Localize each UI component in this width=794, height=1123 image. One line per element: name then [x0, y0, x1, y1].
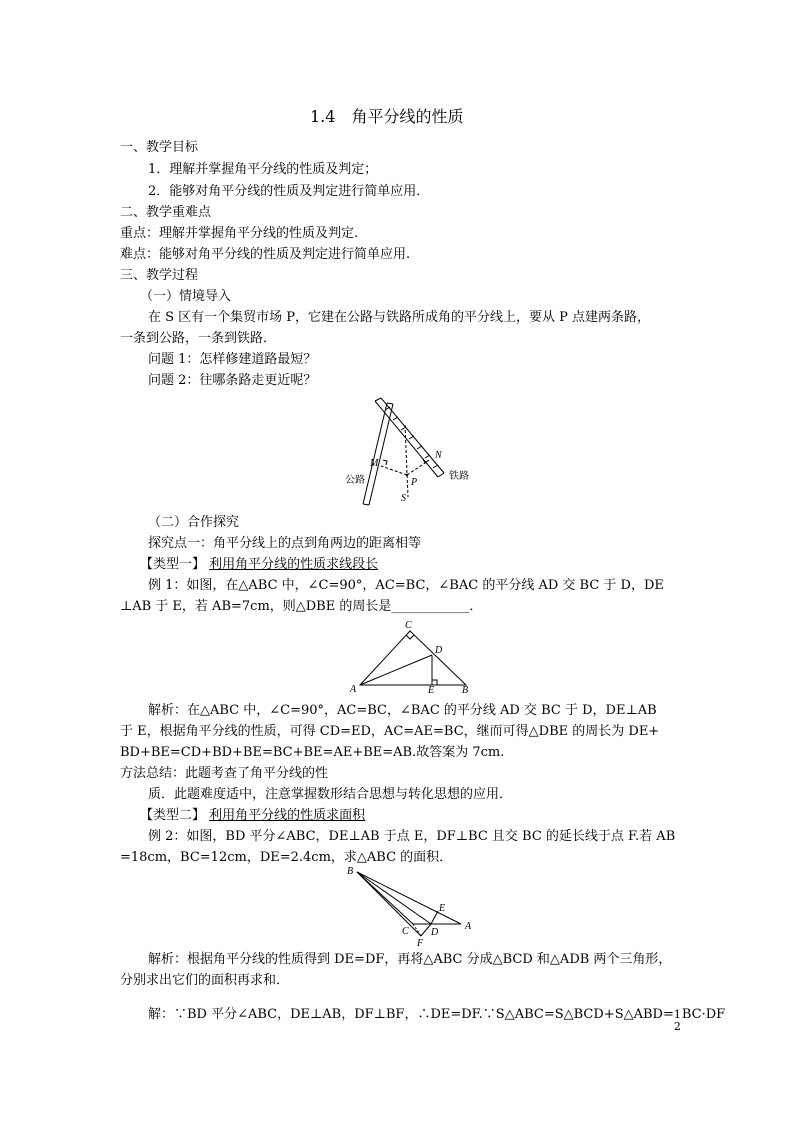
solution-1-line-2: 于 E，根据角平分线的性质，可得 CD=ED，AC=AE=BC，继而可得△DBE 的周长为 DE+ [120, 724, 660, 739]
fig3-label-E: E [439, 903, 446, 914]
solution-2-line-2: 分别求出它们的面积再求和． [120, 973, 290, 988]
difficult-point: 难点：能够对角平分线的性质及判定进行简单应用. [120, 247, 411, 262]
type-1-tag: 【类型一】 [140, 557, 206, 572]
fig1-label-road: 公路 [345, 475, 365, 486]
figure-triangle-abc [350, 618, 480, 696]
part-explore-heading: （二）合作探究 [148, 515, 240, 530]
part-intro-heading: （一）情境导入 [140, 289, 232, 304]
section-heading-process: 三、教学过程 [120, 268, 199, 283]
solution-1-line-1: 解析：在△ABC 中，∠C=90°，AC=BC，∠BAC 的平分线 AD 交 BC 于 D，DE⊥AB [148, 703, 657, 718]
solution-2-tail: BC·DF [681, 1007, 726, 1022]
fig2-label-D: D [435, 645, 443, 656]
fig2-label-C: C [405, 620, 412, 631]
fig3-label-F: F [417, 938, 424, 949]
type-1-title: 利用角平分线的性质求线段长 [209, 557, 379, 572]
objective-item-1: 1．理解并掌握角平分线的性质及判定； [148, 162, 378, 177]
explore-point-1: 探究点一：角平分线上的点到角两边的距离相等 [148, 536, 422, 551]
fig3-label-B: B [347, 866, 354, 877]
fig2-label-B: B [462, 685, 469, 696]
fig1-label-P: P [411, 477, 418, 488]
type-2-title: 利用角平分线的性质求面积 [209, 808, 366, 823]
fig1-label-rail: 铁路 [449, 471, 469, 482]
fig1-label-M: M [370, 458, 379, 469]
section-heading-keypoints: 二、教学重难点 [120, 205, 212, 220]
example-1-line-1: 例 1：如图，在△ABC 中，∠C=90°，AC=BC，∠BAC 的平分线 AD 交 BC 于 D，DE [148, 578, 664, 593]
type-2-tag: 【类型二】 [140, 808, 206, 823]
fraction-denominator: 2 [673, 1020, 681, 1033]
figure-triangle-bisector [345, 864, 485, 949]
fig3-label-D: D [431, 927, 439, 938]
type-2-heading [140, 807, 365, 825]
page-title: 1.4 角平分线的性质 [310, 107, 464, 126]
fig2-label-A: A [350, 684, 357, 695]
fig1-label-N: N [435, 450, 442, 461]
fig3-label-A: A [465, 921, 472, 932]
solution-2-line-1: 解析：根据角平分线的性质得到 DE=DF，再将△ABC 分成△BCD 和△ADB 两个三角形， [148, 952, 672, 967]
fig1-label-S: S [401, 493, 406, 504]
example-2-line-1: 例 2：如图，BD 平分∠ABC，DE⊥AB 于点 E，DF⊥BC 且交 BC 的延长线于点 F.若 AB [148, 829, 676, 844]
section-heading-objectives: 一、教学目标 [120, 140, 199, 155]
example-1-line-2: ⊥AB 于 E，若 AB=7cm，则△DBE 的周长是____________． [120, 599, 483, 614]
method-summary-1-line-1: 方法总结：此题考查了角平分线的性 [120, 766, 329, 781]
key-point: 重点：理解并掌握角平分线的性质及判定. [120, 226, 359, 241]
fraction-numerator: 1 [673, 1008, 681, 1021]
question-1: 问题 1：怎样修建道路最短？ [148, 352, 317, 367]
example-2-line-2: =18cm，BC=12cm，DE=2.4cm，求△ABC 的面积． [120, 850, 453, 865]
fig3-label-C: C [402, 926, 409, 937]
method-summary-1-line-2: 质．此题难度适中，注意掌握数形结合思想与转化思想的应用． [148, 787, 513, 802]
fig2-label-E: E [428, 685, 435, 696]
solution-2-line-3 [148, 1006, 726, 1033]
question-2: 问题 2：往哪条路走更近呢？ [148, 373, 317, 388]
solution-2-main: 解：∵BD 平分∠ABC，DE⊥AB，DF⊥BF，∴DE=DF.∵S△ABC=S△BCD+S△ABD= [148, 1007, 674, 1022]
objective-item-2: 2．能够对角平分线的性质及判定进行简单应用． [148, 184, 430, 199]
figure-road-railway [345, 397, 475, 507]
solution-1-line-3: BD+BE=CD+BD+BE=BC+BE=AE+BE=AB.故答案为 7cm. [120, 745, 505, 760]
intro-text-2: 一条到公路，一条到铁路． [120, 331, 277, 346]
intro-text-1: 在 S 区有一个集贸市场 P，它建在公路与铁路所成角的平分线上，要从 P 点建两条路， [148, 310, 651, 325]
type-1-heading [140, 556, 378, 574]
